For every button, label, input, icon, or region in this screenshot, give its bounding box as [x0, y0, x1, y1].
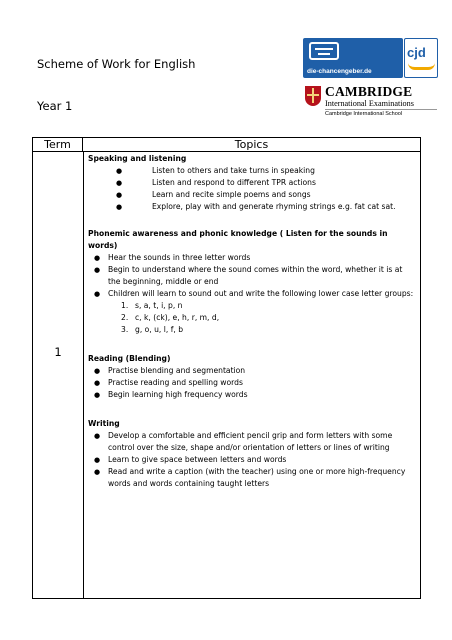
- document-title: Scheme of Work for English: [37, 57, 196, 71]
- list-item: ● Begin to understand where the sound comes within the word, whether it is at the beginning, middle or end: [94, 265, 403, 286]
- section-title-reading: Reading (Blending): [88, 354, 171, 363]
- cjd-letters: cjd: [407, 45, 426, 60]
- bullet-icon: ●: [94, 266, 101, 274]
- section-title-writing: Writing: [88, 419, 120, 428]
- section-title-speaking: Speaking and listening: [88, 154, 187, 163]
- list-item: ● Learn and recite simple poems and songs: [116, 190, 311, 199]
- bullet-icon: ●: [116, 191, 123, 199]
- list-item: ● Read and write a caption (with the teacher) using one or more high-frequency words and words containing taught letters: [94, 467, 406, 488]
- list-item: ● Listen to others and take turns in speaking: [116, 166, 315, 175]
- topics-cell: [88, 153, 414, 490]
- bullet-icon: ●: [94, 254, 101, 262]
- term-number: 1: [54, 345, 62, 359]
- letter-group-item: 1. s, a, t, i, p, n: [121, 301, 183, 310]
- letter-group-item: 2. c, k, (ck), e, h, r, m, d,: [121, 313, 220, 322]
- cjd-mark-icon: [309, 42, 339, 60]
- bullet-icon: ●: [116, 167, 123, 175]
- scheme-table: [32, 137, 421, 599]
- cambridge-logo: [305, 84, 439, 120]
- list-item: ● Learn to give space between letters and words: [94, 455, 287, 464]
- bullet-icon: ●: [94, 432, 101, 440]
- cjd-logo: [303, 38, 403, 78]
- list-item: ● Begin learning high frequency words: [94, 390, 248, 399]
- bullet-icon: ●: [94, 367, 101, 375]
- cambridge-school: Cambridge International School: [325, 109, 437, 117]
- reading-list: [88, 365, 414, 401]
- bullet-icon: ●: [94, 456, 101, 464]
- column-divider: [83, 152, 84, 598]
- cjd-swoosh-icon: [408, 63, 435, 70]
- writing-list: [88, 430, 414, 490]
- list-item: ● Practise blending and segmentation: [94, 366, 246, 375]
- list-item: ● Listen and respond to different TPR actions: [116, 178, 316, 187]
- cjd-wordmark: [404, 38, 438, 78]
- cjd-tagline: die-chancengeber.de: [307, 68, 372, 75]
- list-item: ● Hear the sounds in three letter words: [94, 253, 251, 262]
- bullet-icon: ●: [94, 379, 101, 387]
- cambridge-shield-icon: [305, 86, 321, 106]
- bullet-icon: ●: [116, 179, 123, 187]
- bullet-icon: ●: [116, 203, 123, 211]
- speaking-list: [88, 165, 414, 213]
- list-item: ● Children will learn to sound out and write the following lower case letter groups:: [94, 289, 414, 298]
- cambridge-name: CAMBRIDGE: [325, 84, 413, 99]
- table-header: [33, 138, 420, 152]
- header-topics: Topics: [234, 138, 269, 151]
- letter-group-item: 3. g, o, u, l, f, b: [121, 325, 184, 334]
- header-term: Term: [33, 138, 83, 152]
- bullet-icon: ●: [94, 468, 101, 476]
- bullet-icon: ●: [94, 290, 101, 298]
- list-item: ● Develop a comfortable and efficient pencil grip and form letters with some control over the size, shape and/or orientation of letters or lines of writing: [94, 431, 393, 452]
- bullet-icon: ●: [94, 391, 101, 399]
- letter-groups: [88, 300, 414, 336]
- list-item: ● Practise reading and spelling words: [94, 378, 243, 387]
- cambridge-subtitle: International Examinations: [325, 99, 414, 108]
- section-title-phonemic: Phonemic awareness and phonic knowledge ( Listen for the sounds in words): [88, 229, 388, 250]
- year-heading: Year 1: [37, 99, 73, 113]
- phonemic-list: [88, 252, 414, 300]
- list-item: ● Explore, play with and generate rhyming strings e.g. fat cat sat.: [116, 202, 396, 211]
